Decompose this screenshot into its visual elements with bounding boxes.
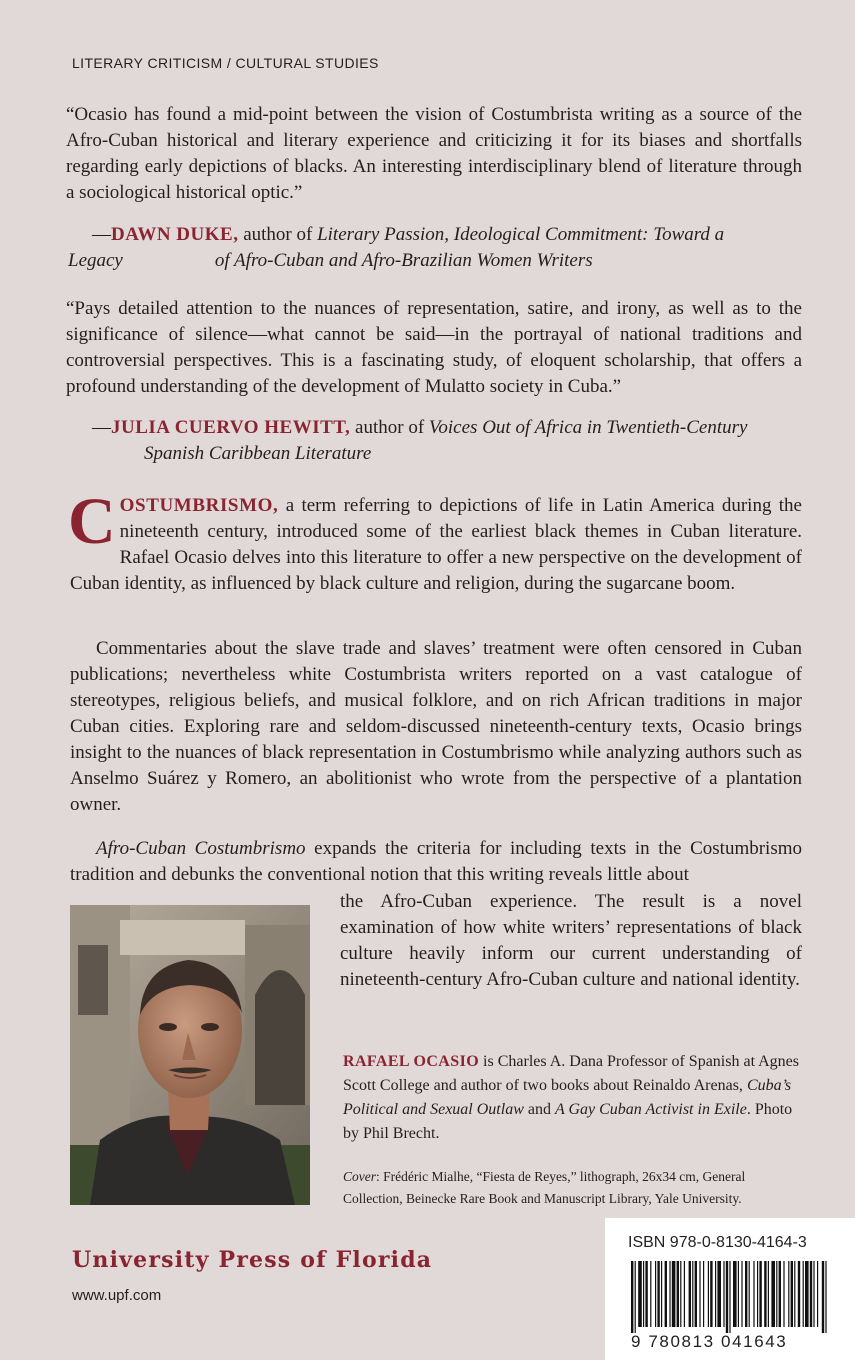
blurb-quote-2: “Pays detailed attention to the nuances of representation, satire, and irony, as well as to the significance of silence—what cannot be said—in the portrayal of national traditions and controversial perspectives. This is a fascinating study, of eloquent scholarship, that offers a profound understanding of the development of Mulatto society in Cuba.”: [66, 298, 802, 397]
publisher-website: www.upf.com: [72, 1287, 162, 1304]
cover-credit: [343, 1166, 803, 1210]
bio-book-2: A Gay Cuban Activist in Exile: [554, 1101, 747, 1118]
bio-text-end: . Photo by Phil Brecht.: [343, 1101, 793, 1142]
attribution-book-title: Literary Passion, Ideological Commitment: Toward a: [317, 224, 725, 245]
barcode-bar: [661, 1261, 662, 1327]
barcode-bar: [680, 1261, 681, 1327]
barcode-bar: [723, 1261, 724, 1327]
barcode-bar: [794, 1261, 795, 1327]
attribution-book-title-cont: Spanish Caribbean Literature: [144, 443, 372, 464]
attribution-name: DAWN DUKE,: [111, 224, 239, 245]
barcode-bar: [631, 1261, 633, 1333]
description-paragraph-3-cont: the Afro-Cuban experience. The result is a novel examination of how white writers’ representations of black culture heavily inform our current understanding of nineteenth-century Afro-Cuban culture and national identity.: [340, 891, 802, 990]
barcode-bar: [726, 1261, 728, 1333]
attribution-book-title-cont-2: of Afro-Cuban and Afro-Brazilian Women Writers: [214, 250, 593, 271]
barcode-bar: [776, 1261, 777, 1327]
barcode-bar: [822, 1261, 824, 1333]
bio-text: is Charles A. Dana Professor of Spanish at Agnes Scott College and author of two books about Reinaldo Arenas,: [343, 1053, 800, 1094]
barcode-bar: [729, 1261, 730, 1333]
barcode-bar: [805, 1261, 809, 1327]
publisher-logo: University Press of Florida: [72, 1247, 433, 1273]
author-name: RAFAEL OCASIO: [343, 1053, 480, 1070]
book-title: Afro-Cuban Costumbrismo: [96, 838, 306, 859]
barcode-bar: [759, 1261, 761, 1327]
isbn-barcode-block: [605, 1218, 855, 1360]
barcode-bar: [684, 1261, 685, 1327]
lead-term: OSTUMBRISMO,: [119, 495, 279, 516]
barcode-bar: [669, 1261, 670, 1327]
author-photo: [70, 905, 310, 1205]
barcode-bar: [689, 1261, 691, 1327]
blurb-attribution-2: [92, 415, 802, 467]
isbn-label: ISBN 978-0-8130-4164-3: [628, 1234, 807, 1251]
barcode-bar: [817, 1261, 818, 1327]
blurb-quote-1: “Ocasio has found a mid-point between the vision of Costumbrista writing as a source of the Afro-Cuban historical and literary experience and criticizing it for its biases and shortfalls regarding early depictions of blacks. An interesting interdisciplinary blend of literature through a sociological historical optic.”: [66, 104, 802, 203]
barcode-bar: [695, 1261, 697, 1327]
barcode-bar: [798, 1261, 800, 1327]
barcode-bar: [741, 1261, 742, 1327]
description-paragraph-2: Commentaries about the slave trade and slaves’ treatment were often censored in Cuban publications; nevertheless white Costumbrista writers reported on a vast catalogue of stereotypes, religious beliefs, and musical folklore, and on rich African traditions in major Cuban cities. Exploring rare and seldom-discussed nineteenth-century texts, Ocasio brings insight to the nuances of black representation in Costumbrismo while analyzing authors such as Anselmo Suárez y Romero, an abolitionist who wrote from the perspective of a plantation owner.: [70, 638, 802, 815]
barcode-bar: [645, 1261, 647, 1327]
barcode-bar: [738, 1261, 739, 1327]
bio-and: and: [523, 1101, 555, 1118]
barcode-bar: [703, 1261, 704, 1327]
barcode-bar: [771, 1261, 775, 1327]
cover-label: Cover: [343, 1169, 376, 1184]
cover-text: : Frédéric Mialhe, “Fiesta de Reyes,” lithograph, 26x34 cm, General Collection, Beinecke Rare Book and Manuscript Library, Yale University.: [343, 1169, 746, 1206]
barcode-bar: [788, 1261, 789, 1327]
barcode-bar: [699, 1261, 700, 1327]
paragraph-text: expands the criteria for including texts in the Costumbrismo tradition and debunks the conventional notion that this writing reveals little about: [70, 838, 802, 885]
drop-cap: C: [68, 485, 116, 558]
barcode-bar: [717, 1261, 721, 1327]
description-paragraph-3: [70, 836, 802, 888]
barcode-bar: [757, 1261, 758, 1327]
barcode-bar: [672, 1261, 676, 1327]
attribution-dash: —: [92, 224, 111, 245]
description-paragraph-1: [68, 485, 802, 597]
barcode-bar: [745, 1261, 747, 1327]
paragraph-text: a term referring to depictions of life in Latin America during the nineteenth century, introduced some of the earliest black themes in Cuban literature. Rafael Ocasio delves into this literature to offer a new perspective on the development of Cuban identity, as influenced by black culture and religion, during the sugarcane boom.: [70, 495, 802, 594]
author-bio: [343, 1050, 803, 1146]
barcode-icon: [627, 1261, 833, 1333]
blurb-attribution-1: [68, 222, 802, 274]
barcode-bar: [791, 1261, 793, 1327]
barcode-bar: [643, 1261, 644, 1327]
barcode-bar: [825, 1261, 826, 1333]
attribution-book-title-cont: Legacy: [68, 250, 123, 271]
attribution-dash: —: [92, 417, 111, 438]
barcode-bar: [710, 1261, 712, 1327]
barcode-bar: [764, 1261, 766, 1327]
barcode-bar: [810, 1261, 812, 1327]
barcode-bar: [638, 1261, 642, 1327]
attribution-author-of: author of: [243, 224, 313, 245]
barcode-bar: [779, 1261, 781, 1327]
bio-book-1: Cuba’s Political and Sexual Outlaw: [343, 1077, 792, 1118]
barcode-bar: [635, 1261, 636, 1333]
category-label: LITERARY CRITICISM / CULTURAL STUDIES: [72, 55, 379, 71]
barcode-bar: [657, 1261, 659, 1327]
barcode-bar: [749, 1261, 750, 1327]
barcode-bar: [708, 1261, 709, 1327]
barcode-bar: [665, 1261, 667, 1327]
attribution-author-of: author of: [355, 417, 425, 438]
barcode-bar: [753, 1261, 754, 1327]
barcode-bar: [803, 1261, 804, 1327]
attribution-book-title: Voices Out of Africa in Twentieth-Century: [428, 417, 748, 438]
barcode-bar: [733, 1261, 737, 1327]
barcode-bar: [768, 1261, 769, 1327]
barcode-digits: 9 780813 041643: [631, 1332, 788, 1351]
attribution-name: JULIA CUERVO HEWITT,: [111, 417, 351, 438]
barcode-bar: [655, 1261, 656, 1327]
barcode-bar: [813, 1261, 814, 1327]
barcode-bar: [783, 1261, 784, 1327]
barcode-bar: [692, 1261, 693, 1327]
barcode-bar: [677, 1261, 679, 1327]
barcode-bar: [715, 1261, 716, 1327]
barcode-bar: [650, 1261, 651, 1327]
